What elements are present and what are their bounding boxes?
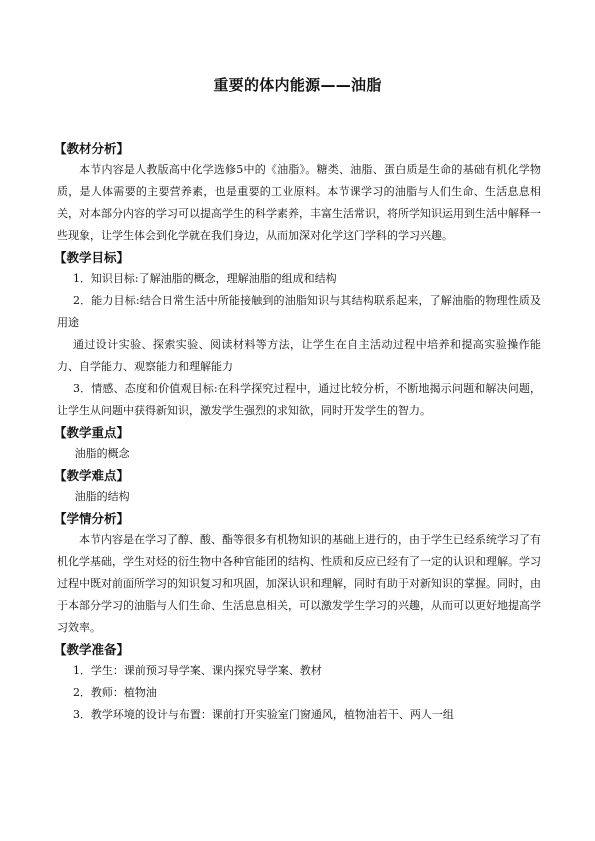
section-heading-difficulties: 【教学难点】	[54, 468, 130, 483]
preparation-item-environment: 3．教学环境的设计与布置：课前打开实验室门窗通风，植物油若干、两人一组	[72, 708, 454, 721]
section-heading-analysis: 【教材分析】	[54, 141, 130, 156]
goal-item-emotion: 3．情感、态度和价值观目标:在科学探究过程中，通过比较分析，不断地揭示问题和解决问题，让学生从问题中获得新知识，激发学生强烈的求知欲，同时开发学生的智力。	[57, 382, 541, 417]
page-title: 重要的体内能源——油脂	[213, 76, 382, 94]
difficulties-text: 油脂的结构	[74, 490, 130, 503]
key-points-text: 油脂的概念	[74, 447, 130, 460]
section-heading-goals: 【教学目标】	[54, 250, 130, 265]
student-analysis-paragraph: 本节内容是在学习了醇、酸、酯等很多有机物知识的基础上进行的，由于学生已经系统学习了有机化学基础，学生对烃的衍生物中各种官能团的结构、性质和反应已经有了一定的认识和理解。学习过程中既对前面所学习的知识复习和巩固，加深认识和理解，同时有助于对新知识的掌握。同时，由于本部分学习的油脂与人们生命、生活息息相关，可以激发学生学习的兴趣，从而可以更好地提高学习效率。	[57, 533, 541, 634]
section-heading-preparation: 【教学准备】	[54, 642, 130, 657]
document-body	[54, 138, 541, 726]
preparation-item-teacher: 2．教师：植物油	[72, 686, 157, 699]
analysis-paragraph: 本节内容是人教版高中化学选修5中的《油脂》。糖类、油脂、蛋白质是生命的基础有机化学物质，是人体需要的主要营养素，也是重要的工业原料。本节课学习的油脂与人们生命、生活息息相关，对本部分内容的学习可以提高学生的科学素养，丰富生活常识，将所学知识运用到生活中解释一些现象，让学生体会到化学就在我们身边，从而加深对化学这门学科的学习兴趣。	[57, 163, 541, 242]
preparation-item-students: 1．学生：课前预习导学案、课内探究导学案、教材	[72, 664, 322, 677]
goal-item-method: 通过设计实验、探索实验、阅读材料等方法，让学生在自主活动过程中培养和提高实验操作能力、自学能力、观察能力和理解能力	[57, 338, 541, 373]
goal-item-knowledge: 1．知识目标:了解油脂的概念，理解油脂的组成和结构	[72, 272, 337, 285]
section-heading-student-analysis: 【学情分析】	[54, 511, 130, 526]
goal-item-ability: 2．能力目标:结合日常生活中所能接触到的油脂知识与其结构联系起来，了解油脂的物理性质及用途	[57, 294, 541, 329]
section-heading-key-points: 【教学重点】	[54, 425, 130, 440]
